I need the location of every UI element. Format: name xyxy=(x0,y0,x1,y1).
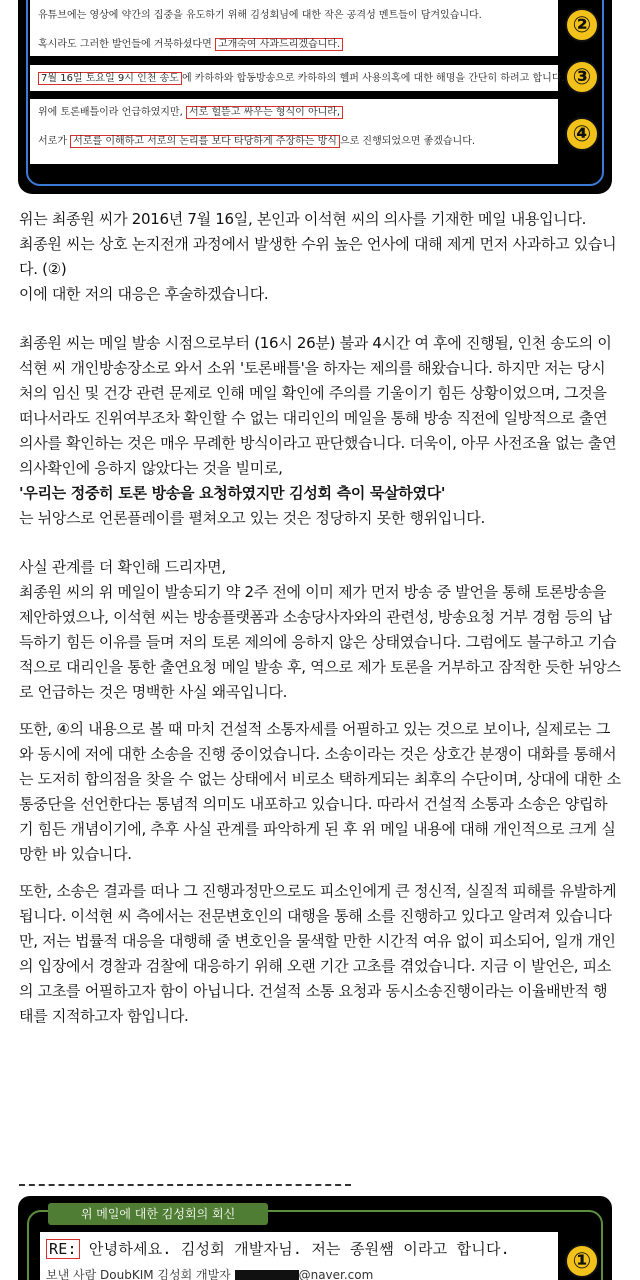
paragraph-email-intro: 위는 최종원 씨가 2016년 7월 16일, 본인과 이석현 씨의 의사를 기재한 메일 내용입니다. xyxy=(19,210,587,228)
reply-sender-line xyxy=(46,1266,373,1280)
reply-caption-tag: 위 메일에 대한 김성회의 회신 xyxy=(48,1203,268,1225)
paragraph-apology-note: 최종원 씨는 상호 논지전개 과정에서 발생한 수위 높은 언사에 대해 제게 먼저 사과하고 있습니다. (②) xyxy=(19,235,617,278)
paragraph-facts-detail: 최종원 씨의 위 메일이 발송되기 약 2주 전에 이미 제가 먼저 방송 중 발언을 통해 토론방송을 제안하였으나, 이석현 씨는 방송플랫폼과 소송당사자와의 관련성, 방송요청 거부 경험 등의 납득하기 힘든 이유를 들며 저의 토론 제의에 응하지 않은 상태였습니다. 그럼에도 불구하고 기습적으로 대리인을 통한 출연요청 메일 발송 후, 역으로 제가 토론을 거부하고 잠적한 듯한 뉘앙스로 언급하는 것은 명백한 사실 왜곡입니다. xyxy=(19,583,621,701)
email-line-4 xyxy=(38,105,550,120)
paragraph-lawsuit-contradiction: 또한, ④의 내용으로 볼 때 마치 건설적 소통자세를 어필하고 있는 것으로 보이나, 실제로는 그와 동시에 저에 대한 소송을 진행 중이었습니다. 소송이라는 것은 상호간 분쟁이 대화를 통해서는 도저히 합의점을 찾을 수 없는 상태에서 비로소 택하게되는 최후의 수단이며, 상대에 대한 소통중단을 선언한다는 통념적 의미도 내포하고 있습니다. 따라서 건설적 소통과 소송은 양립하기 힘든 개념이기에, 추후 사실 관계를 파악하게 된 후 위 메일 내용에 대해 개인적으로 크게 실망한 바 있습니다. xyxy=(19,720,621,863)
statement-body xyxy=(19,207,621,1029)
circled-number-3-badge: ③ xyxy=(565,60,599,94)
email-line-1: 유튜브에는 영상에 약간의 집중을 유도하기 위해 김성회님에 대한 작은 공격성 멘트들이 담겨있습니다. xyxy=(38,10,482,21)
email-excerpt-format xyxy=(30,99,558,164)
reply-subject: 안녕하세요. 김성회 개발자님. 저는 종원쌤 이라고 합니다. xyxy=(79,1240,510,1258)
paragraph-response-later: 이에 대한 저의 대응은 후술하겠습니다. xyxy=(19,285,269,303)
email-line-3-text: 에 카하하와 합동방송으로 카하하의 헬퍼 사용의혹에 대한 해명을 간단히 하려고 합니다. xyxy=(181,73,565,84)
reply-email-card xyxy=(40,1232,558,1280)
redacted-block xyxy=(235,1270,299,1280)
circled-number-2-badge: ② xyxy=(565,8,599,42)
circled-number-4-badge: ④ xyxy=(565,117,599,151)
email-excerpt-apology xyxy=(30,0,558,56)
paragraph-lawsuit-burden: 또한, 소송은 결과를 떠나 그 진행과정만으로도 피소인에게 큰 정신적, 실질적 피해를 유발하게 됩니다. 이석현 씨 측에서는 전문변호인의 대행을 통해 소를 진행하고 있다고 알려져 있습니다만, 저는 법률적 대응을 대행해 줄 변호인을 물색할 만한 시간적 여유 없이 피소되어, 일개 개인의 입장에서 경찰과 검찰에 대응하기 위해 오랜 기간 고초를 겪었습니다. 지금 이 발언은, 피소의 고초를 어필하고자 함이 아닙니다. 건설적 소통 요청과 동시소송진행이라는 이율배반적 행태를 지적하고자 함입니다. xyxy=(19,882,617,1025)
highlight-date-place: 7월 16일 토요일 9시 인천 송도 xyxy=(38,72,182,85)
sender-name: DoubKIM 김성회 개발자 xyxy=(100,1268,231,1280)
email-line-4-text: 위에 토론배틀이라 언급하였지만, xyxy=(38,107,186,118)
email-line-5-post: 으로 진행되었으면 좋겠습니다. xyxy=(339,136,476,147)
email-line-2-text: 혹시라도 그러한 발언들에 거북하셨다면 xyxy=(38,39,215,50)
paragraph-debate-offer: 최종원 씨는 메일 발송 시점으로부터 (16시 26분) 불과 4시간 여 후에 진행될, 인천 송도의 이석현 씨 개인방송장소로 와서 소위 '토론배틀'을 하자는 제의를 해왔습니다. 하지만 저는 당시 처의 임신 및 건강 관련 문제로 인해 메일 확인에 주의를 기울이기 힘든 상황이었으며, 그것을 떠나서라도 진위여부조차 확인할 수 없는 대리인의 메일을 통해 방송 직전에 일방적으로 출연의사를 확인하는 것은 매우 무례한 방식이라고 판단했습니다. 더욱이, 아무 사전조율 없는 출연의사확인에 응하지 않았다는 것을 빌미로, xyxy=(19,334,617,477)
email-line-2 xyxy=(38,37,550,52)
paragraph-media-play: 는 뉘앙스로 언론플레이를 펼쳐오고 있는 것은 정당하지 못한 행위입니다. xyxy=(19,509,485,527)
highlight-not-fight: 서로 헐뜯고 싸우는 형식이 아니라, xyxy=(186,106,343,119)
paragraph-facts-intro: 사실 관계를 더 확인해 드리자면, xyxy=(19,558,226,576)
re-label: RE: xyxy=(46,1239,80,1259)
email-excerpt-schedule xyxy=(30,65,565,91)
email-line-5 xyxy=(38,134,550,149)
email-line-5-pre: 서로가 xyxy=(38,136,71,147)
paragraph-quoted-claim: '우리는 정중히 토론 방송을 요청하였지만 김성회 측이 묵살하였다' xyxy=(19,484,446,502)
highlight-apology: 고개숙여 사과드리겠습니다. xyxy=(215,38,343,51)
sender-label: 보낸 사람 xyxy=(46,1268,97,1280)
section-divider xyxy=(19,1184,351,1186)
sender-email-tail: @naver.com xyxy=(298,1268,374,1280)
highlight-understanding: 서로를 이해하고 서로의 논리를 보다 타당하게 주장하는 방식 xyxy=(70,135,340,148)
reply-subject-line xyxy=(46,1238,510,1259)
circled-number-1-badge: ① xyxy=(565,1244,599,1278)
email-line-3 xyxy=(38,71,565,86)
